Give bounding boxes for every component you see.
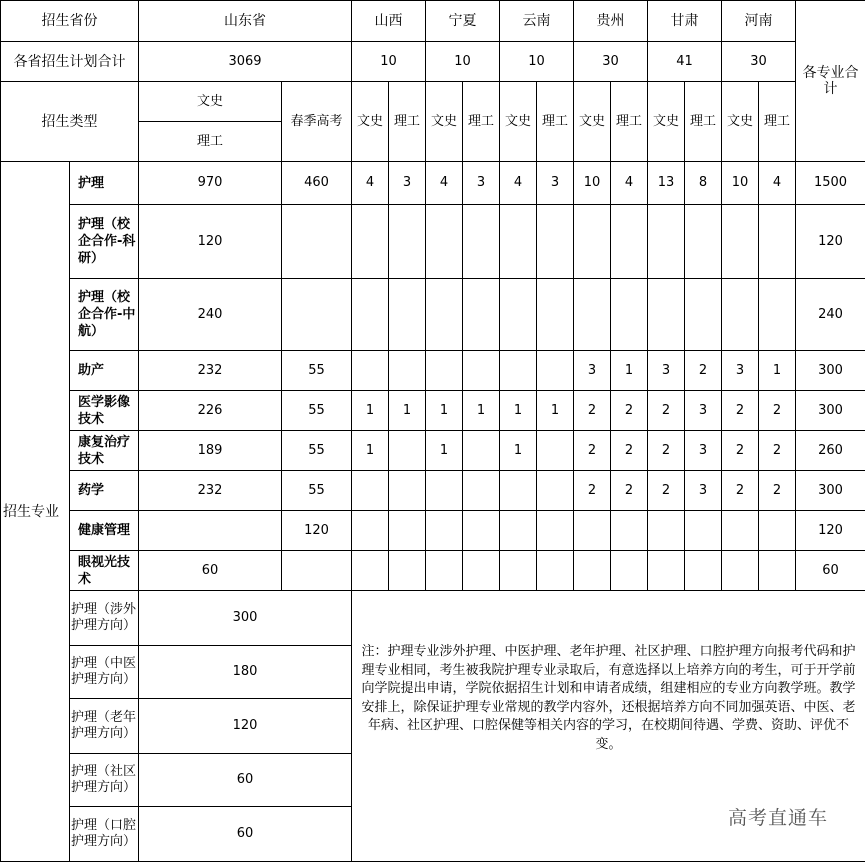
- province-shanxi: 山西: [352, 1, 426, 42]
- cell-value: [426, 551, 463, 591]
- cell-value: 1: [426, 391, 463, 431]
- row-total: 300: [796, 391, 865, 431]
- cell-value: [500, 551, 537, 591]
- cell-value: [759, 279, 796, 351]
- cell-value: [611, 279, 648, 351]
- cell-value: [537, 551, 574, 591]
- cell-value: [611, 551, 648, 591]
- cell-value: 3: [574, 351, 611, 391]
- cell-value: [463, 279, 500, 351]
- cell-value: 1: [611, 351, 648, 391]
- type-li: 理工: [463, 82, 500, 162]
- cell-value: [389, 279, 426, 351]
- cell-value: [352, 551, 389, 591]
- cell-value: 3: [685, 391, 722, 431]
- province-yunnan: 云南: [500, 1, 574, 42]
- shandong-value: 232: [139, 471, 282, 511]
- table-row: [1, 551, 865, 591]
- cell-value: [722, 279, 759, 351]
- cell-value: [685, 205, 722, 279]
- cell-value: [611, 511, 648, 551]
- cell-value: [722, 551, 759, 591]
- cell-value: [722, 511, 759, 551]
- cell-value: 2: [611, 431, 648, 471]
- type-wenshi: 文史: [139, 82, 282, 122]
- cell-value: [463, 471, 500, 511]
- cell-value: 1: [759, 351, 796, 391]
- cell-value: [463, 551, 500, 591]
- cell-value: 2: [611, 471, 648, 511]
- cell-value: 2: [759, 471, 796, 511]
- cell-value: [352, 351, 389, 391]
- spring-value: 55: [282, 351, 352, 391]
- spring-value: 55: [282, 431, 352, 471]
- major-name: 健康管理: [70, 511, 139, 551]
- row-total: 120: [796, 205, 865, 279]
- province-ningxia: 宁夏: [426, 1, 500, 42]
- table-row: [1, 205, 865, 279]
- cell-value: 2: [648, 471, 685, 511]
- cell-value: 3: [537, 162, 574, 205]
- cell-value: [500, 511, 537, 551]
- cell-value: 1: [426, 431, 463, 471]
- cell-value: 10: [574, 162, 611, 205]
- plan-total-henan: 30: [722, 42, 796, 82]
- cell-value: [500, 471, 537, 511]
- row-total: 260: [796, 431, 865, 471]
- cell-value: [759, 551, 796, 591]
- direction-name: 护理（老年护理方向）: [70, 699, 139, 754]
- cell-value: 1: [389, 391, 426, 431]
- cell-value: 3: [389, 162, 426, 205]
- spring-value: 55: [282, 391, 352, 431]
- cell-value: [389, 551, 426, 591]
- cell-value: [389, 205, 426, 279]
- cell-value: 3: [463, 162, 500, 205]
- cell-value: 1: [352, 391, 389, 431]
- cell-value: [537, 279, 574, 351]
- cell-value: 2: [722, 391, 759, 431]
- type-wen: 文史: [722, 82, 759, 162]
- type-wen: 文史: [352, 82, 389, 162]
- cell-value: 3: [648, 351, 685, 391]
- major-name: 护理: [70, 162, 139, 205]
- direction-value: 60: [139, 754, 352, 807]
- shandong-value: [139, 511, 282, 551]
- shandong-value: 232: [139, 351, 282, 391]
- shandong-value: 189: [139, 431, 282, 471]
- table-row: [1, 471, 865, 511]
- cell-value: 2: [759, 391, 796, 431]
- major-name: 药学: [70, 471, 139, 511]
- cell-value: [537, 511, 574, 551]
- province-guizhou: 贵州: [574, 1, 648, 42]
- cell-value: [389, 471, 426, 511]
- cell-value: [352, 279, 389, 351]
- cell-value: [574, 205, 611, 279]
- type-wen: 文史: [500, 82, 537, 162]
- cell-value: [537, 205, 574, 279]
- cell-value: [352, 511, 389, 551]
- section-label: 招生专业: [1, 162, 70, 862]
- plan-total-ningxia: 10: [426, 42, 500, 82]
- cell-value: 2: [648, 431, 685, 471]
- cell-value: [426, 511, 463, 551]
- cell-value: [611, 205, 648, 279]
- row-total: 240: [796, 279, 865, 351]
- province-gansu: 甘肃: [648, 1, 722, 42]
- cell-value: 2: [759, 431, 796, 471]
- cell-value: [648, 511, 685, 551]
- cell-value: 2: [574, 391, 611, 431]
- cell-value: 1: [500, 391, 537, 431]
- cell-value: [648, 551, 685, 591]
- cell-value: [574, 511, 611, 551]
- row-total: 60: [796, 551, 865, 591]
- cell-value: [574, 551, 611, 591]
- type-wen: 文史: [426, 82, 463, 162]
- plan-total-shanxi: 10: [352, 42, 426, 82]
- province-henan: 河南: [722, 1, 796, 42]
- cell-value: 4: [426, 162, 463, 205]
- cell-value: 8: [685, 162, 722, 205]
- type-li: 理工: [389, 82, 426, 162]
- cell-value: 4: [611, 162, 648, 205]
- cell-value: 2: [611, 391, 648, 431]
- row-total: 300: [796, 351, 865, 391]
- cell-value: 1: [463, 391, 500, 431]
- cell-value: 10: [722, 162, 759, 205]
- watermark-text: 高考直通车: [728, 803, 828, 830]
- major-name: 护理（校企合作-中航）: [70, 279, 139, 351]
- cell-value: 1: [537, 391, 574, 431]
- table-row: [1, 391, 865, 431]
- cell-value: [426, 471, 463, 511]
- plan-total-yunnan: 10: [500, 42, 574, 82]
- spring-exam-label: 春季高考: [282, 82, 352, 162]
- cell-value: [352, 205, 389, 279]
- shandong-value: 120: [139, 205, 282, 279]
- table-row: [1, 162, 865, 205]
- cell-value: [389, 351, 426, 391]
- cell-value: [463, 511, 500, 551]
- cell-value: [685, 511, 722, 551]
- type-label: 招生类型: [1, 82, 139, 162]
- row-total: 1500: [796, 162, 865, 205]
- direction-row: [1, 591, 865, 646]
- cell-value: [574, 279, 611, 351]
- direction-name: 护理（口腔护理方向）: [70, 807, 139, 862]
- direction-name: 护理（社区护理方向）: [70, 754, 139, 807]
- total-label: 各专业合计: [796, 1, 865, 162]
- shandong-value: 226: [139, 391, 282, 431]
- cell-value: [685, 279, 722, 351]
- major-name: 眼视光技术: [70, 551, 139, 591]
- direction-name: 护理（涉外护理方向）: [70, 591, 139, 646]
- cell-value: 2: [574, 431, 611, 471]
- cell-value: 2: [722, 471, 759, 511]
- type-li: 理工: [685, 82, 722, 162]
- type-li: 理工: [611, 82, 648, 162]
- direction-name: 护理（中医护理方向）: [70, 646, 139, 699]
- plan-label: 各省招生计划合计: [1, 42, 139, 82]
- cell-value: [463, 431, 500, 471]
- table-row: [1, 431, 865, 471]
- cell-value: [648, 279, 685, 351]
- direction-value: 300: [139, 591, 352, 646]
- spring-value: 55: [282, 471, 352, 511]
- major-name: 医学影像技术: [70, 391, 139, 431]
- cell-value: 3: [722, 351, 759, 391]
- spring-value: 120: [282, 511, 352, 551]
- cell-value: [685, 551, 722, 591]
- plan-total-guizhou: 30: [574, 42, 648, 82]
- cell-value: [648, 205, 685, 279]
- cell-value: [463, 351, 500, 391]
- shandong-value: 60: [139, 551, 282, 591]
- spring-value: 460: [282, 162, 352, 205]
- cell-value: 4: [759, 162, 796, 205]
- shandong-value: 970: [139, 162, 282, 205]
- direction-value: 180: [139, 646, 352, 699]
- spring-value: [282, 205, 352, 279]
- cell-value: [537, 351, 574, 391]
- cell-value: [463, 205, 500, 279]
- major-name: 助产: [70, 351, 139, 391]
- cell-value: [500, 351, 537, 391]
- plan-total-shandong: 3069: [139, 42, 352, 82]
- cell-value: 3: [685, 431, 722, 471]
- cell-value: [537, 471, 574, 511]
- table-row: [1, 511, 865, 551]
- cell-value: [389, 431, 426, 471]
- province-shandong: 山东省: [139, 1, 352, 42]
- major-name: 康复治疗技术: [70, 431, 139, 471]
- cell-value: 2: [574, 471, 611, 511]
- note-text: 注：护理专业涉外护理、中医护理、老年护理、社区护理、口腔护理方向报考代码和护理专业相同，考生被我院护理专业录取后，有意选择以上培养方向的考生，可于开学前向学院提出申请，学院依据招生计划和申请者成绩，组建相应的专业方向教学班。教学安排上，除保证护理专业常规的教学内容外，还根据培养方向不同加强英语、中医、老年病、社区护理、口腔保健等相关内容的学习，在校期间待遇、学费、资助、评优不变。: [352, 591, 865, 807]
- spring-value: [282, 279, 352, 351]
- cell-value: [722, 205, 759, 279]
- direction-value: 120: [139, 699, 352, 754]
- cell-value: [759, 511, 796, 551]
- cell-value: [352, 471, 389, 511]
- type-ligong: 理工: [139, 122, 282, 162]
- major-name: 护理（校企合作-科研）: [70, 205, 139, 279]
- type-li: 理工: [537, 82, 574, 162]
- cell-value: [426, 205, 463, 279]
- cell-value: [426, 279, 463, 351]
- cell-value: [500, 205, 537, 279]
- type-li: 理工: [759, 82, 796, 162]
- cell-value: 13: [648, 162, 685, 205]
- type-wen: 文史: [574, 82, 611, 162]
- cell-value: [500, 279, 537, 351]
- cell-value: 2: [722, 431, 759, 471]
- cell-value: 4: [500, 162, 537, 205]
- cell-value: [537, 431, 574, 471]
- plan-total-gansu: 41: [648, 42, 722, 82]
- row-total: 300: [796, 471, 865, 511]
- direction-value: 60: [139, 807, 352, 862]
- shandong-value: 240: [139, 279, 282, 351]
- province-label: 招生省份: [1, 1, 139, 42]
- spring-value: [282, 551, 352, 591]
- cell-value: 2: [648, 391, 685, 431]
- cell-value: 1: [352, 431, 389, 471]
- cell-value: [389, 511, 426, 551]
- type-wen: 文史: [648, 82, 685, 162]
- row-total: 120: [796, 511, 865, 551]
- cell-value: 2: [685, 351, 722, 391]
- table-row: [1, 279, 865, 351]
- cell-value: [759, 205, 796, 279]
- cell-value: 3: [685, 471, 722, 511]
- cell-value: [426, 351, 463, 391]
- cell-value: 4: [352, 162, 389, 205]
- table-row: [1, 351, 865, 391]
- cell-value: 1: [500, 431, 537, 471]
